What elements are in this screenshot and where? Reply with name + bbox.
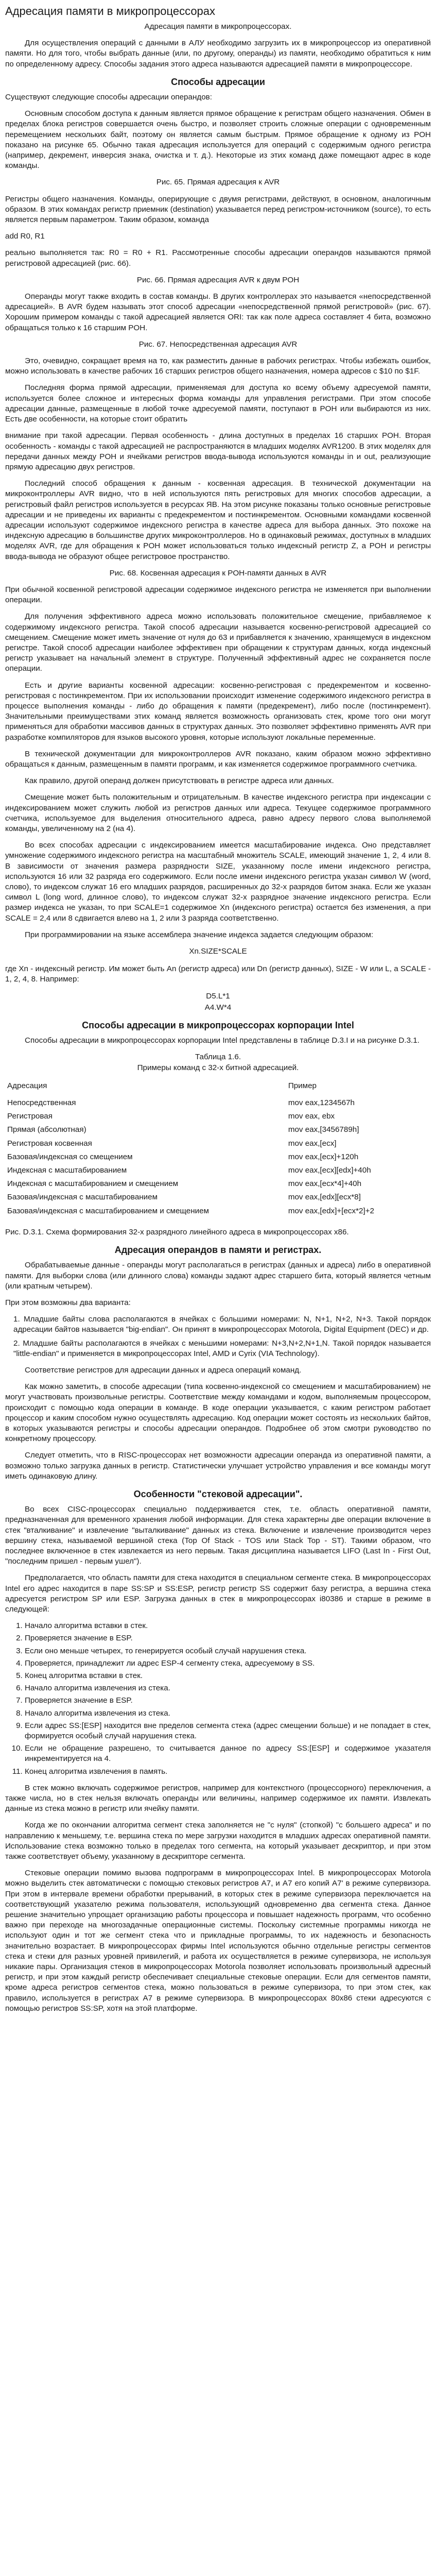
page-title: Адресация памяти в микропроцессорах <box>5 5 216 18</box>
formula-line: A4.W*4 <box>204 1003 232 1012</box>
example-cell: mov eax,[ecx]+120h <box>288 1152 359 1161</box>
addressing-table <box>5 1079 431 1218</box>
note-item: 1. Младшие байты слова располагаются в ячейках с большими номерами: N, N+1, N+2, N+3. Такой порядок адресации байтов называется "big-endian". Он принят в микропроцессорах Motorola, Digital Equipment (DEC) и др. <box>13 1315 431 1334</box>
paragraph: При этом возможны два варианта: <box>5 1298 131 1307</box>
paragraph: Для осуществления операций с данными в АЛУ необходимо загрузить их в микропроцессор из оперативной памяти. Но для того, чтобы выбрать данные (или, по другому, операнды) из памяти, необходимо обратиться к ним по определенному адресу. Способы задания этого адреса называются адресацией памяти в микропроцессоре. <box>5 39 431 69</box>
section-heading: Особенности "стековой адресации". <box>133 1488 303 1499</box>
paragraph: Последняя форма прямой адресации, применяемая для доступа ко всему объему адресуемой памяти, используется более сложное и интересных форма команды для управления регистрами. При этом способе адресации данные, размещенные в любой точке адресуемой памяти, поступают в POH или выбираются из них. Есть две особенности, на которые стоит обратить <box>5 383 431 424</box>
paragraph: add R0, R1 <box>5 232 45 241</box>
figure-caption: Рис. 67. Непосредственная адресация AVR <box>138 340 298 349</box>
paragraph: При программировании на языке ассемблера значение индекса задается следующим образом: <box>25 930 374 939</box>
addressing-mode-cell: Базовая/индексная с масштабированием и смещением <box>7 1206 209 1215</box>
paragraph: Во всех CISC-процессорах специально поддерживается стек, т.е. область оперативной памяти, предназначенная для временного хранения любой информации. Для стека характерны две операции включение в стек "вталкивание" и извлечение "выталкивание" данных из стека. Включение и извлечение производится через вершину стека, называемой вершиной стека (Top Of Stack - TOS или Stack Top - ST). Такими образом, что последнее включенное в стек извлекается из него первым. Такая дисциплина называется LIFO (Last In - First Out, "последним пришел - первым ушел"). <box>5 1505 431 1566</box>
table-row <box>5 1205 431 1218</box>
list-item: 7. Проверяется значение в ESP. <box>25 1696 431 1706</box>
paragraph: Есть и другие варианты косвенной адресации: косвенно-регистровая с предекрементом и косвенно-регистровая с постинкрементом. При их использовании происходит изменение содержимого индексного регистра в процессе выполнения команды - либо до обращения к памяти (предекремент), либо после (постинкремент). Значительными преимуществами этих команд является возможность организовать стек, кроме того они могут применяться для обработки массивов данных в структурах данных. Это позволяет эффективно применять AVR при разработке компиляторов для языков высокого уровня, которые используют локальные переменные. <box>5 681 431 742</box>
table-header-cell: Пример <box>288 1081 317 1090</box>
paragraph: При обычной косвенной регистровой адресации содержимое индексного регистра не изменяется при выполнении операции. <box>5 585 431 605</box>
paragraph: Это, очевидно, сокращает время на то, как разместить данные в рабочих регистрах. Чтобы избежать ошибок, можно использовать в качестве рабочих 16 старших регистров общего назначения, номера адресов с $10 по $1F. <box>5 357 431 376</box>
example-cell: mov eax,1234567h <box>288 1098 355 1108</box>
document-body <box>5 38 431 2014</box>
example-cell: mov eax,[ecx] <box>288 1139 337 1148</box>
list-item: 8. Начало алгоритма извлечения из стека. <box>25 1708 431 1719</box>
table-row <box>5 1123 431 1137</box>
list-item: 9. Если адрес SS:[ESP] находится вне пределов сегмента стека (адрес смещении больше) и не попадает в стек, формируется особый случай нарушения стека. <box>25 1721 431 1741</box>
paragraph: Обрабатываемые данные - операнды могут располагаться в регистрах (данных и адреса) либо в оперативной памяти. Для выборки слова (или длинного слова) команды задают адрес старшего бита, который является четным (или кратным четырем). <box>5 1261 431 1291</box>
paragraph: В стек можно включать содержимое регистров, например для контекстного (процессорного) переключения, а также числа, но в стек нельзя включать операнды или величины, например содержимое их памяти. Извлекать данные из стека можно в регистр или ячейку памяти. <box>5 1783 431 1814</box>
paragraph: реально выполняется так: R0 = R0 + R1. Рассмотренные способы адресации операндов называются прямой регистровой адресацией (рис. 66). <box>5 248 431 268</box>
paragraph: Как можно заметить, в способе адресации (типа косвенно-индексной со смещением и масштабированием) не могут участвовать произвольные регистры. Соответствие между командами и кодом, выполняемым процессором, происходит с помощью кода операции в команде. В коде операции указывается, с каким регистром работает процессор и каким способом нужно осуществлять адресацию. Код операции может состоять из нескольких байтов, в которых указываются регистры и способы адресации операндов. Подробнее об этом смотри руководство по конкретному процессору. <box>5 1382 431 1444</box>
paragraph: Когда же по окончании алгоритма сегмент стека заполняется не "с нуля" (стопкой) "с большего адреса" и по направлению к меньшему, т.е. вершина стека по мере загрузки находится в младших адресах оперативной памяти. Использование стека возможно только в пределах того сегмента, на который указывает дескриптор, и при этом также соответствует объему, указанному в дескрипторе сегмента. <box>5 1821 431 1861</box>
list-item: 1. Начало алгоритма вставки в стек. <box>25 1621 431 1631</box>
table-row <box>5 1150 431 1164</box>
list-item: 2. Проверяется значение в ESP. <box>25 1633 431 1643</box>
paragraph: Регистры общего назначения. Команды, оперирующие с двумя регистрами, действуют, в основном, аналогичным образом. В этих командах регистр приемник (destination) указывается перед регистром-источником (source), то есть является первым параметром. Таким образом, команда <box>5 194 431 225</box>
list-item: 6. Начало алгоритма извлечения из стека. <box>25 1683 431 1693</box>
formula-line: Xn.SIZE*SCALE <box>189 947 247 956</box>
addressing-mode-cell: Индексная с масштабированием <box>7 1166 127 1175</box>
table-caption-line: Таблица 1.6. <box>195 1053 241 1062</box>
table-row <box>5 1177 431 1191</box>
paragraph: Способы адресации в микропроцессорах корпорации Intel представлены в таблице D.3.I и на рисунке D.3.1. <box>25 1036 420 1045</box>
example-cell: mov eax,[edx][ecx*8] <box>288 1193 361 1202</box>
endianness-notes <box>13 1314 431 1359</box>
section-heading: Способы адресации в микропроцессорах корпорации Intel <box>82 1020 354 1031</box>
list-item: 4. Проверяется, принадлежит ли адрес ESP-4 сегменту стека, адресуемому в SS. <box>25 1658 431 1669</box>
formula <box>5 946 431 957</box>
list-item: 3. Если оно меньше четырех, то генерируется особый случай нарушения стека. <box>25 1646 431 1656</box>
paragraph: Предполагается, что область памяти для стека находится в специальном сегменте стека. В микропроцессорах Intel его адрес находится в паре SS:SP и SS:ESP, регистр регистр SS содержит базу регистра, а вершина стека адресуется регистром SP или ESP. Загрузка данных в стек в микропроцессорах i80386 и старше в режиме в следующей: <box>5 1573 431 1614</box>
top-subtitle: Адресация памяти в микропроцессорах. <box>144 22 292 31</box>
addressing-mode-cell: Базовая/индексная с масштабированием <box>7 1193 158 1202</box>
paragraph: Как правило, другой операнд должен присутствовать в регистре адреса или данных. <box>25 776 334 786</box>
paragraph: Операнды могут также входить в состав команды. В других контроллерах это называется «непосредственной адресацией». В AVR будем называть этот способ адресации «непосредственной прямой регистровой» (рис. 67). Хорошим примером команды с такой адресацией является ORI: так как поле адреса составляет 4 бита, возможно обращаться только к 16 старшим POH. <box>5 292 431 332</box>
table-row <box>5 1164 431 1177</box>
example-cell: mov eax, ebx <box>288 1112 335 1121</box>
example-cell: mov eax,[ecx][edx]+40h <box>288 1166 371 1175</box>
table-header-row <box>5 1079 431 1096</box>
example-cell: mov eax,[3456789h] <box>288 1125 359 1134</box>
paragraph: Смещение может быть положительным и отрицательным. В качестве индексного регистра при индексации с индексированием может служить любой из регистров данных или адреса. Текущее содержимое программного счетчика, используемое для выделения относительного адреса, равно адресу первого слова выполняемой команды, увеличенному на 2 (на 4). <box>5 793 431 833</box>
addressing-mode-cell: Регистровая <box>7 1112 53 1121</box>
paragraph: Соответствие регистров для адресации данных и адреса операций команд. <box>25 1365 302 1375</box>
paragraph: где Xn - индексный регистр. Им может быть An (регистр адреса) или Dn (регистр данных), SIZE - W или L, а SCALE - 1, 2, 4, 8. Например: <box>5 964 431 984</box>
paragraph: Стековые операции помимо вызова подпрограмм в микропроцессорах Intel. В микропроцессорах Motorola можно выделить стек автоматически с помощью стековых регистров A7, и A7 его копий A7' в режиме супервизора. При этом в интервале времени обработки прерываний, в которых стек в режиме супервизора переключается на соответствующий указателю режима пользователя, использующий одновременно два сегмента стека. Данное решение значительно упрощает организацию работы процессора и повышает надежность программ, что особенно важно при переходе на многозадачные операционные системы. Поскольку системные программы никогда не используют один и тот же сегмент стека что и прикладные программы, то их надежность и безопасность значительно возрастает. В микропроцессорах фирмы Intel используются обычно отдельные регистры сегментов стека и стеки для разных уровней привилегий, и работа их осуществляется в режиме супервизора, не используя никакие пары. Организация стеков в микропроцессорах Motorola позволяет использовать произвольный адресный регистр, и при этом каждый регистр обеспечивает специальные стековые операции. Если для сегментов памяти, кроме адреса регистров сегментов стека, можно пользоваться в режиме супервизора, то при этом стек, как правило, используется в регистрах A7 в режиме супервизора. В микропроцессорах 80х86 стеки адресуются с помощью регистров SS:SP, хотя на этой платформе. <box>5 1869 431 2013</box>
note-item: 2. Младшие байты располагаются в ячейках с меньшими номерами: N+3,N+2,N+1,N. Такой порядок называется "little-endian" и применяется в микропроцессорах Intel, AMD и Cyrix (VIA Technology). <box>13 1338 431 1358</box>
paragraph: Во всех способах адресации с индексированием имеется масштабирование индекса. Оно представляет умножение содержимого индексного регистра на масштабный множитель SCALE, имеющий значение 1, 2, 4 или 8. В зависимости от значения размера разрядности SIZE, указанному после имени индексного регистра, используются 16 или 32 разряда его содержимого. Если после имени индексного регистра указан символ W (word, слово), то индексом служат 16 его младших разрядов, расширенных до 32-х разрядов битом знака. Если же указан символ L (long word, длинное слово), то индексом служат 32-х разрядное значение индексного регистра. Если размер индекса не указан, то при SCALE=1 содержимое Xn (индексного регистра) остается без изменения, а при SCALE = 2,4 или 8 сдвигается влево на 1, 2 или 3 разряда соответственно. <box>5 841 431 923</box>
table-row <box>5 1110 431 1123</box>
example-cell: mov eax,[edx]+[ecx*2]+2 <box>288 1206 374 1215</box>
paragraph: Рис. D.3.1. Схема формирования 32-х разрядного линейного адреса в микропроцессорах x86. <box>5 1227 349 1236</box>
table-caption-line: Примеры команд с 32-х битной адресацией. <box>137 1063 299 1072</box>
paragraph: внимание при такой адресации. Первая особенность - длина доступных в пределах 16 старших POH. Вторая особенность - команды с такой адресацией не распространяются в младших моделях AVR1200. В этих моделях для передачи данных между POH и ячейками регистров ввода-вывода используются команды in и out, реализующие прямую адресацию двух регистров. <box>5 431 431 471</box>
addressing-mode-cell: Прямая (абсолютная) <box>7 1125 86 1134</box>
list-item: 11. Конец алгоритма извлечения в память. <box>25 1767 431 1777</box>
addressing-mode-cell: Индексная с масштабированием и смещением <box>7 1179 179 1189</box>
figure-caption: Рис. 66. Прямая адресация AVR к двум POH <box>136 275 300 284</box>
table-row <box>5 1191 431 1204</box>
section-heading: Адресация операндов в памяти и регистрах. <box>114 1245 322 1256</box>
paragraph: В технической документации для микроконтроллеров AVR показано, каким образом можно эффективно обращаться к данным, размещенным в памяти программ, и как изменяется содержимое программного счетчика. <box>5 749 431 769</box>
formula <box>5 991 431 1013</box>
paragraph: Последний способ обращения к данным - косвенная адресация. В технической документации на микроконтроллеры AVR видно, что в ней используются пять регистровых для многих способов адресации, а регистровый файл регистров используется в ресурсах ЯВ. На этом рисунке показаны только основные регистровые адресации и не приведены их варианты с предекрементом и постинкрементом. Основными командами косвенной адресации используют содержимое индексного регистра в качестве адреса для выбора данных. Это похоже на индексную адресацию в большинстве других микроконтроллеров. Но в одинаковый режимах, доступных в младших моделях AVR, где для обращения к POH может использоваться только индексный регистр Z, а POH и регистры ввода-вывода не образуют общее регистровое пространство. <box>5 479 431 561</box>
table-row <box>5 1096 431 1110</box>
paragraph: Основным способом доступа к данным является прямое обращение к регистрам общего назначения. Обмен в пределах блока регистров совершается очень быстро, и позволяет строить сложные операции с одновременным перемещением нескольких байт, поэтому он является самым быстрым. Прямое обращение к одному из POH показано на рисунке 65. Обычно такая адресация используется для операций с содержимым одного регистра (например, декремент, инверсия знака, очистка и т. д.). Некоторые из этих команд даже помещают адрес в коде команды. <box>5 109 431 171</box>
addressing-mode-cell: Базовая/индексная со смещением <box>7 1152 133 1161</box>
paragraph: Для получения эффективного адреса можно использовать положительное смещение, прибавляемое к содержимому индексного регистра. Такой способ адресации называется косвенно-регистровой адресацией со смещением. Смещение может иметь значение от нуля до 63 и прибавляется к значению, хранящемуся в индексном регистре. Такой способ адресации наиболее эффективен при обращении к структурам данных, когда индексный регистр указывает на начальный элемент в структуре. Полученный эффективный адрес не сохраняется после операции. <box>5 612 431 673</box>
addressing-mode-cell: Регистровая косвенная <box>7 1139 92 1148</box>
figure-caption: Рис. 65. Прямая адресация к AVR <box>156 178 280 187</box>
algorithm-steps-list <box>5 1621 431 1777</box>
figure-caption: Рис. 68. Косвенная адресация к POH-памяти данных в AVR <box>109 568 327 578</box>
list-item: 5. Конец алгоритма вставки в стек. <box>25 1671 431 1681</box>
section-heading: Способы адресации <box>171 76 265 87</box>
table-row <box>5 1137 431 1150</box>
table-header-cell: Адресация <box>7 1081 47 1090</box>
table-caption <box>5 1052 431 1073</box>
paragraph: Следует отметить, что в RISC-процессорах нет возможности адресации операнда из оперативной памяти, а возможно только загрузка данных в регистр. Статистически улучшает устройство управления и все команды могут иметь одинаковую длину. <box>5 1451 431 1481</box>
paragraph: Существуют следующие способы адресации операндов: <box>5 93 212 102</box>
formula-line: D5.L*1 <box>206 991 230 1001</box>
example-cell: mov eax,[ecx*4]+40h <box>288 1179 362 1189</box>
list-item: 10. Если не обращение разрешено, то считывается данное по адресу SS:[ESP] и содержимое указателя инкрементируется на 4. <box>25 1743 431 1764</box>
addressing-mode-cell: Непосредственная <box>7 1098 76 1108</box>
